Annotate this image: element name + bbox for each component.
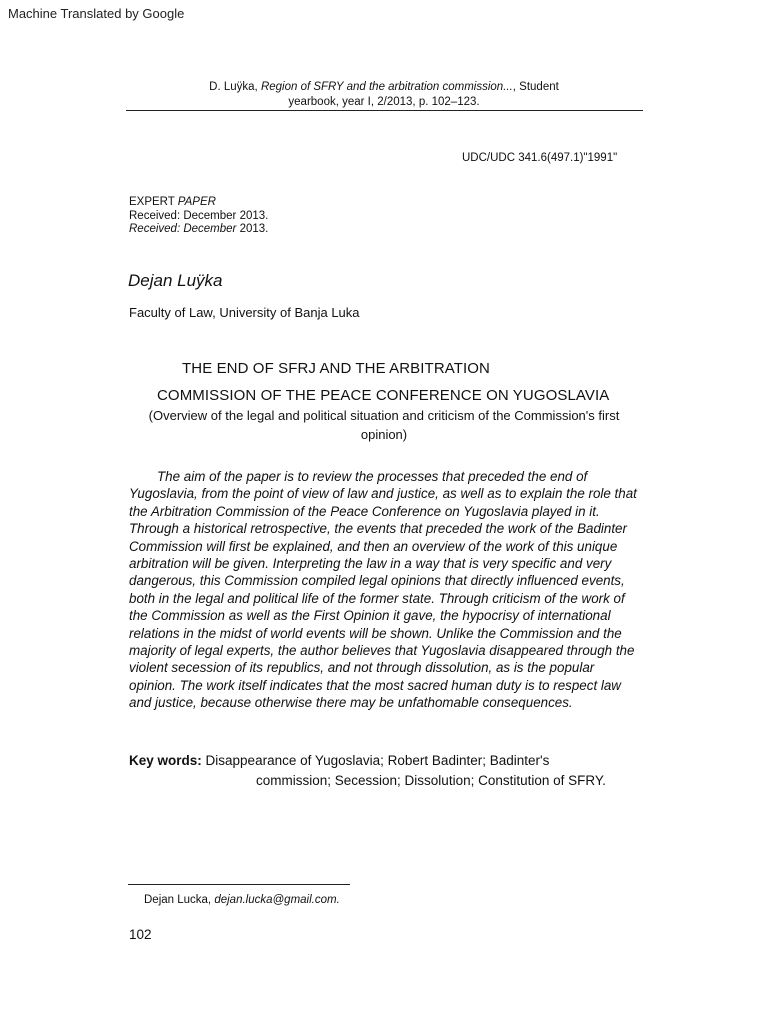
header-rest: , Student xyxy=(512,81,559,93)
keywords-line2: commission; Secession; Dissolution; Constitution of SFRY. xyxy=(256,773,606,788)
author-email: dejan.lucka@gmail.com. xyxy=(214,894,340,906)
footnote-rule xyxy=(128,884,350,885)
affiliation: Faculty of Law, University of Banja Luka xyxy=(129,305,360,320)
footnote: Dejan Lucka, dejan.lucka@gmail.com. xyxy=(144,894,340,906)
paper-type: EXPERT PAPER xyxy=(129,196,216,208)
abstract: The aim of the paper is to review the processes that preceded the end of Yugoslavia, from the point of view of law and justice, as well as to explain the role that the Arbitration Commission of the Peace Conference on Yugoslavia played in it. Through a historical retrospective, the events that preceded the work of the Badinter Commission will first be explained, and then an overview of the work of this unique arbitration will be given. Interpreting the law in a way that is very specific and very dangerous, this Commission compiled legal opinions that directly influenced events, both in the legal and political life of the former state. Through criticism of the work of the Commission as well as the First Opinion it gave, the hypocrisy of international relations in the midst of world events will be shown. Unlike the Commission and the majority of legal experts, the author believes that Yugoslavia disappeared through the violent secession of its republics, and not through dissolution, as is the popular opinion. The work itself indicates that the most sacred human duty is to respect law and justice, because otherwise there may be unfathomable consequences. xyxy=(129,469,637,711)
keywords-label: Key words: xyxy=(129,753,202,768)
udc-code: UDC/UDC 341.6(497.1)"1991" xyxy=(462,152,618,164)
paper-title-line2: COMMISSION OF THE PEACE CONFERENCE ON YUGOSLAVIA xyxy=(157,387,610,404)
header-author: D. Luÿka, xyxy=(209,81,261,93)
machine-translated-label: Machine Translated by Google xyxy=(8,6,185,21)
page-number: 102 xyxy=(129,927,152,942)
header-rule xyxy=(126,110,643,111)
header-journal: yearbook, year I, 2/2013, p. 102–123. xyxy=(288,96,480,108)
header-title: Region of SFRY and the arbitration commission... xyxy=(260,81,513,93)
running-header xyxy=(126,80,642,110)
author-name: Dejan Luÿka xyxy=(128,271,223,290)
paper-meta xyxy=(129,196,268,237)
paper-title-line1: THE END OF SFRJ AND THE ARBITRATION xyxy=(182,360,490,377)
received-date: Received: December 2013. xyxy=(129,209,269,222)
paper-subtitle: (Overview of the legal and political situation and criticism of the Commission's first opinion) xyxy=(148,408,620,442)
keywords-line1: Key words: Disappearance of Yugoslavia; Robert Badinter; Badinter's xyxy=(129,753,550,768)
received-date-alt: Received: December 2013. xyxy=(129,223,269,235)
